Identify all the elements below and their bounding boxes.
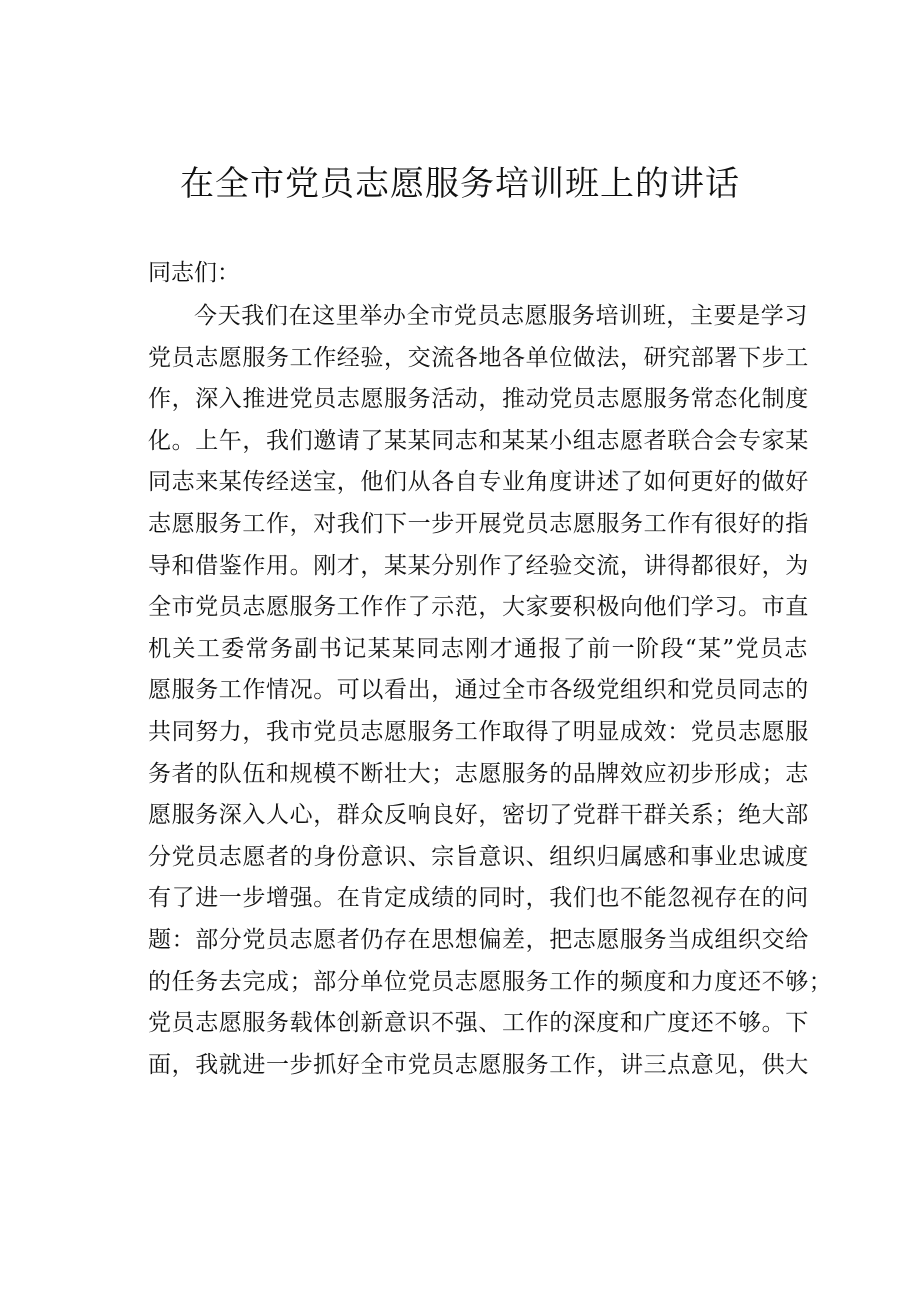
body-line: 的任务去完成；部分单位党员志愿服务工作的频度和力度还不够；: [148, 968, 833, 995]
body-line: 同志来某传经送宝，他们从各自专业角度讲述了如何更好的做好: [148, 469, 809, 496]
body-line: 今天我们在这里举办全市党员志愿服务培训班，主要是学习: [194, 303, 808, 329]
body-line: 机关工委常务副书记某某同志刚才通报了前一阶段“某”党员志: [148, 635, 808, 662]
body-line: 共同努力，我市党员志愿服务工作取得了明显成效：党员志愿服: [148, 718, 809, 745]
body-line: 分党员志愿者的身份意识、宗旨意识、组织归属感和事业忠诚度: [148, 843, 809, 870]
body-line: 作，深入推进党员志愿服务活动，推动党员志愿服务常态化制度: [148, 386, 809, 413]
document-body: [148, 296, 833, 1086]
body-line: 化。上午，我们邀请了某某同志和某某小组志愿者联合会专家某: [148, 427, 809, 454]
body-line: 题：部分党员志愿者仍存在思想偏差，把志愿服务当成组织交给: [148, 926, 809, 953]
body-line: 党员志愿服务载体创新意识不强、工作的深度和广度还不够。下: [148, 1010, 809, 1037]
body-line: 面，我就进一步抓好全市党员志愿服务工作，讲三点意见，供大: [148, 1051, 809, 1078]
salutation: 同志们：: [148, 260, 240, 286]
body-line: 全市党员志愿服务工作作了示范，大家要积极向他们学习。市直: [148, 594, 809, 621]
body-line: 有了进一步增强。在肯定成绩的同时，我们也不能忽视存在的问: [148, 885, 809, 912]
body-line: 志愿服务工作，对我们下一步开展党员志愿服务工作有很好的指: [148, 510, 809, 537]
body-line: 愿服务深入人心，群众反响良好，密切了党群干群关系；绝大部: [148, 802, 809, 829]
body-line: 导和借鉴作用。刚才，某某分别作了经验交流，讲得都很好，为: [148, 552, 809, 579]
body-line: 务者的队伍和规模不断壮大；志愿服务的品牌效应初步形成；志: [148, 760, 809, 787]
body-line: 愿服务工作情况。可以看出，通过全市各级党组织和党员同志的: [148, 677, 809, 704]
body-line: 党员志愿服务工作经验，交流各地各单位做法，研究部署下步工: [148, 344, 809, 371]
document-title: 在全市党员志愿服务培训班上的讲话: [180, 164, 740, 204]
